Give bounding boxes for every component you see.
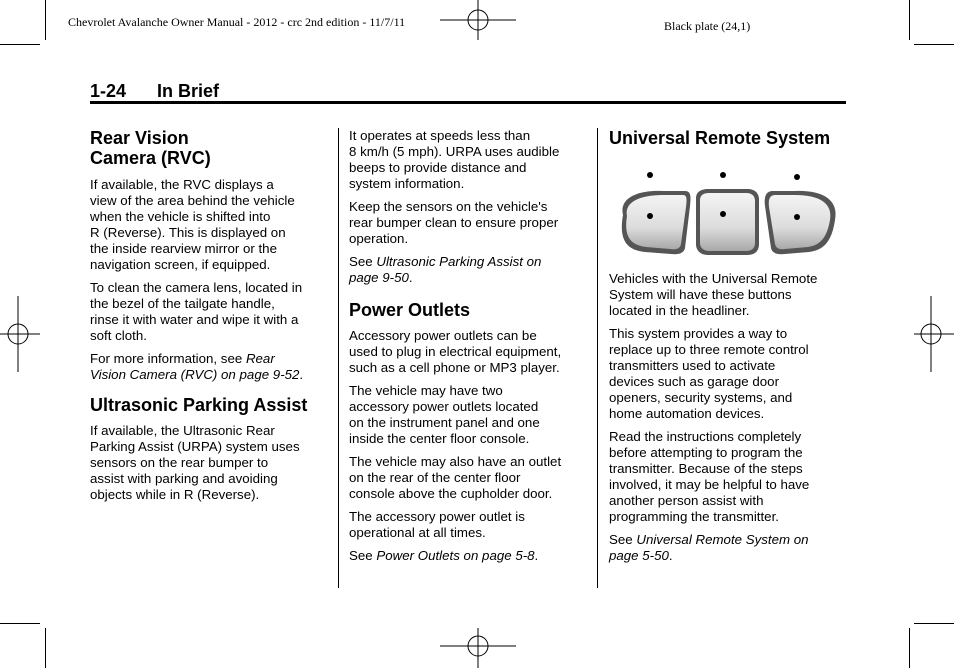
page-number: 1-24 (90, 81, 127, 101)
reference-link[interactable]: Rear (245, 351, 275, 366)
column-1 (90, 128, 330, 510)
heading-rear-vision-camera: Rear Vision Camera (RVC) (90, 128, 211, 168)
paragraph: The vehicle may also have an outlet on the rear of the center floor console above the cupholder door. (349, 454, 562, 501)
paragraph: The accessory power outlet is operational at all times. (349, 509, 525, 540)
reference-link[interactable]: Universal Remote System on (636, 532, 809, 547)
paragraph: It operates at speeds less than 8 km/h (5 mph). URPA uses audible beeps to provide distance and system information. (349, 128, 560, 191)
universal-remote-buttons-illustration (613, 160, 843, 260)
reference-link[interactable]: Ultrasonic Parking Assist on (376, 254, 542, 269)
crop-mark (914, 623, 954, 624)
reference-link[interactable]: page 5-50 (609, 548, 669, 563)
reference-link[interactable]: Power Outlets on page 5-8 (376, 548, 535, 563)
heading-universal-remote-system: Universal Remote System (609, 128, 831, 148)
crop-mark (45, 628, 46, 668)
crop-mark (0, 623, 40, 624)
crop-mark (909, 628, 910, 668)
crop-mark (45, 0, 46, 40)
heading-power-outlets: Power Outlets (349, 300, 471, 320)
paragraph: To clean the camera lens, located in the bezel of the tailgate handle, rinse it with water and wipe it with a soft cloth. (90, 280, 303, 343)
paragraph: Vehicles with the Universal Remote System will have these buttons located in the headliner. (609, 271, 818, 318)
paragraph: If available, the Ultrasonic Rear Parking Assist (URPA) system uses sensors on the rear bumper to assist with parking and avoiding objects while in R (Reverse). (90, 423, 300, 502)
cross-reference: See Power Outlets on page 5-8. (349, 548, 539, 563)
section-heading (90, 81, 219, 102)
paragraph: The vehicle may have two accessory power outlets located on the instrument panel and one inside the center floor console. (349, 383, 540, 446)
paragraph: Keep the sensors on the vehicle's rear bumper clean to ensure proper operation. (349, 199, 559, 246)
paragraph: Read the instructions completely before attempting to program the transmitter. Because of the steps involved, it may be helpful to have another person assist with programming the transmitter. (609, 429, 810, 524)
crop-mark (0, 44, 40, 45)
paragraph: This system provides a way to replace up to three remote control transmitters used to activate devices such as garage door openers, security systems, and home automation devices. (609, 326, 809, 421)
cross-reference: For more information, see Rear Vision Camera (RVC) on page 9-52. (90, 351, 304, 382)
crop-mark (909, 0, 910, 40)
registration-mark-top (440, 0, 516, 40)
heading-rule (90, 101, 846, 104)
paragraph: If available, the RVC displays a view of the area behind the vehicle when the vehicle is shifted into R (Reverse). This is displayed on the inside rearview mirror or the navigation screen, if equipped. (90, 177, 295, 272)
cross-reference: See Universal Remote System on page 5-50. (609, 532, 809, 563)
print-header-left: Chevrolet Avalanche Owner Manual - 2012 - crc 2nd edition - 11/7/11 (68, 15, 406, 29)
section-title: In Brief (157, 81, 220, 101)
registration-mark-left (0, 296, 40, 372)
column-divider (597, 128, 598, 588)
registration-mark-bottom (440, 628, 516, 668)
crop-mark (914, 44, 954, 45)
reference-link[interactable]: page 9-50 (349, 270, 409, 285)
column-2 (349, 128, 589, 571)
column-divider (338, 128, 339, 588)
heading-ultrasonic-parking-assist: Ultrasonic Parking Assist (90, 395, 308, 415)
paragraph: Accessory power outlets can be used to plug in electrical equipment, such as a cell phone or MP3 player. (349, 328, 562, 375)
cross-reference: See Ultrasonic Parking Assist on page 9-50. (349, 254, 542, 285)
print-header-right: Black plate (24,1) (664, 19, 751, 33)
column-3 (609, 128, 849, 571)
reference-link[interactable]: Vision Camera (RVC) on page 9-52 (90, 367, 300, 382)
registration-mark-right (914, 296, 954, 372)
